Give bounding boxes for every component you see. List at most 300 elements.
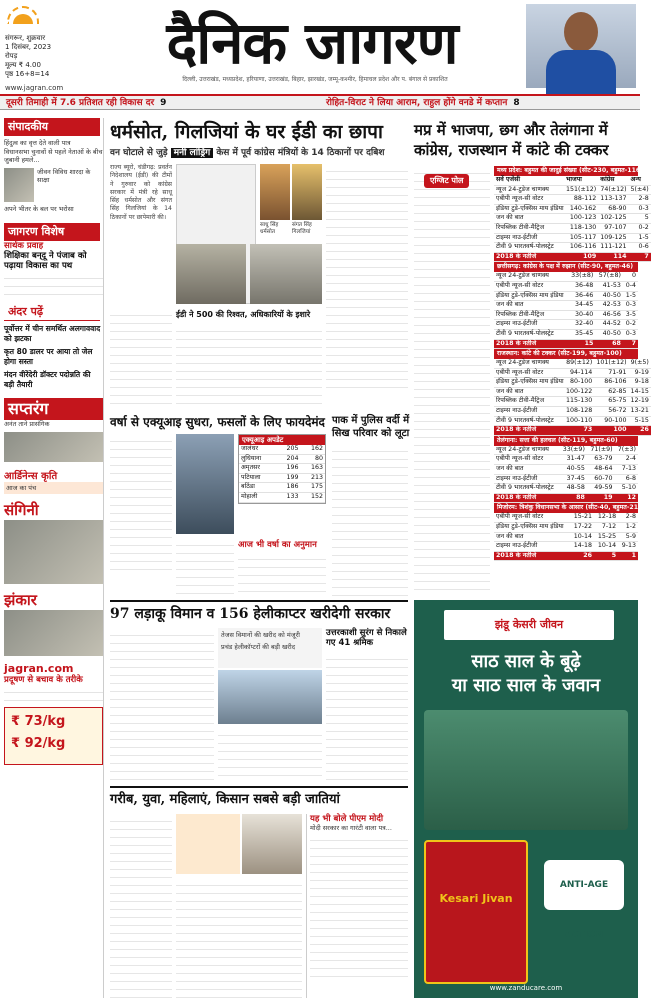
aqi-cell: 205	[276, 445, 301, 454]
poll-cell: 2018 के नतीजे	[494, 493, 559, 503]
poll-cell: 1	[618, 551, 638, 561]
poll-cell: 10-14	[570, 532, 594, 542]
aaj-ka-panch: आज का पंच	[4, 482, 103, 495]
poll-cell: 2-8	[629, 195, 651, 205]
poll-cell: 7(±3)	[615, 446, 638, 455]
edition-date: संगरूर, शुक्रवार	[5, 34, 46, 42]
poll-cell: 31-47	[559, 455, 587, 465]
poll-cell: 14-15	[629, 387, 651, 397]
poll-cell: रिपब्लिक टीवी-मैट्रिज	[494, 397, 564, 407]
newspaper-title: दैनिक जागरण	[166, 9, 458, 77]
defense-body-2	[218, 728, 322, 782]
poll-row	[494, 407, 651, 417]
poll-cell: टाइम्स नाउ-ईटीजी	[494, 542, 570, 552]
forecast-headline[interactable]: आज भी वर्षा का अनुमान	[238, 540, 317, 550]
player-photo	[526, 4, 636, 88]
pm-side-heading: यह भी बोले पीएम मोदी	[310, 814, 384, 824]
poll-cell: 56-72	[594, 407, 628, 417]
poll-cell: 26	[570, 551, 594, 561]
ad-website: www.zanducare.com	[489, 984, 563, 992]
saptrang-photo	[4, 432, 103, 462]
poll-cell: 6-8	[615, 474, 638, 484]
poll-cell: 151(±12)	[564, 185, 598, 195]
aqi-row	[239, 445, 325, 454]
top-news-bar	[0, 94, 640, 110]
aqi-cell: 80	[300, 454, 325, 464]
poll-row	[494, 243, 651, 253]
poll-cell: 44-52	[595, 320, 623, 330]
poll-row	[494, 291, 638, 301]
ad-couple-photo	[424, 710, 628, 830]
saptrang-heading[interactable]: सप्तरंग	[4, 398, 103, 420]
topbar-right-page: 8	[513, 98, 520, 108]
poll-cell: 48-58	[559, 484, 587, 494]
poll-row	[494, 204, 651, 214]
giljiyan-portrait	[292, 164, 322, 220]
poll-cell: एबीपी न्यूज-सी वोटर	[494, 281, 568, 291]
aqi-cell: 162	[300, 445, 325, 454]
poll-row	[494, 185, 651, 195]
poll-cell: 33(±9)	[559, 446, 587, 455]
pm-highlights	[176, 814, 240, 874]
aqi-cell: बठिंडा	[239, 483, 276, 493]
poll-cell: 40-50	[595, 291, 623, 301]
sangini-heading[interactable]: संगिनी	[4, 501, 39, 519]
poll-cell: 32-40	[568, 320, 596, 330]
jagran-sun-logo	[5, 6, 41, 32]
poll-cell: टाइम्स नाउ-ईटीजी	[494, 320, 568, 330]
ed-headline[interactable]: ईडी ने 500 की रिश्वत, अधिकारियों के इशारे	[176, 310, 311, 319]
poll-total-row	[494, 493, 638, 503]
poll-cell: 5	[629, 214, 651, 224]
poll-cell: 100	[594, 426, 628, 436]
poll-cell: रिपब्लिक टीवी-मैट्रिज	[494, 310, 568, 320]
poll-cell: 62-85	[594, 387, 628, 397]
jagran-com-heading[interactable]: jagran.com	[4, 662, 74, 675]
poll-row	[494, 320, 638, 330]
poll-row	[494, 310, 638, 320]
poll-cell: टीवी 9 भारतवर्ष-पोलस्ट्रेट	[494, 329, 568, 339]
poll-cell: 46-56	[595, 310, 623, 320]
poll-row	[494, 387, 651, 397]
mz-poll-table	[494, 513, 638, 561]
poll-row	[494, 272, 638, 281]
left-sidebar	[4, 118, 104, 998]
main-body-col4	[326, 164, 408, 394]
special-heading: जागरण विशेष	[4, 223, 100, 241]
exit-poll-body	[414, 166, 490, 596]
pak-headline-line1: पाक में पुलिस वर्दी में	[332, 415, 410, 426]
special-headline[interactable]: शिक्षिका बन्‌दू ने पंजाब को पढ़ाया विकास का पथ	[4, 251, 87, 271]
poll-row	[494, 474, 638, 484]
poll-cell: 9(±5)	[629, 359, 651, 368]
exit-poll-tables	[494, 166, 649, 561]
poll-row	[494, 523, 638, 533]
poll-cell: 108-128	[564, 407, 594, 417]
poll-cell: 12-18	[594, 513, 618, 522]
poll-cell: एबीपी न्यूज-सी वोटर	[494, 455, 559, 465]
poll-cell: 10-14	[594, 542, 618, 552]
poll-cell: 68-90	[598, 204, 628, 214]
poll-cell: 26	[629, 426, 651, 436]
mp-poll-table	[494, 176, 651, 262]
editorial-item[interactable]: अपने भीतर के बल पर भरोसा	[4, 204, 74, 213]
cg-table-title: छत्तीसगढ़: कांग्रेस के पक्ष में रुझान (सीट-90, बहुमत-46)	[494, 262, 638, 272]
poll-cell: 109	[564, 252, 598, 262]
jhankar-heading[interactable]: झंकार	[4, 591, 37, 609]
editorial-item[interactable]: विधानसभा चुनावों से पहले नेताओं के बीच जुबानी हमले...	[4, 147, 103, 164]
sangini-photos	[4, 520, 103, 584]
exit-poll-label: एग्जिट पोल	[424, 174, 469, 188]
money-laundering-tag: मनी लांड्रिंग	[171, 148, 214, 158]
poll-cell: न्यूज 24-टुडेज चाणक्य	[494, 359, 564, 368]
exit-poll-badge	[424, 168, 469, 188]
poll-cell: 5	[594, 551, 618, 561]
inside-heading: अंदर पढ़ें	[4, 303, 100, 321]
editorial-heading: संपादकीय	[4, 118, 100, 136]
poll-cell: 115-130	[564, 397, 594, 407]
poll-cell: इंडिया टुडे-एक्सिस माय इंडिया	[494, 291, 568, 301]
poll-cell: 41-53	[595, 281, 623, 291]
poll-row	[494, 301, 638, 311]
poll-cell: 106-116	[564, 243, 598, 253]
poll-row	[494, 195, 651, 205]
poll-cell: 1-5	[623, 291, 638, 301]
aqi-cell: 204	[276, 454, 301, 464]
aqi-cell: लुधियाना	[239, 454, 276, 464]
weather-headline[interactable]: वर्षा से एक्यूआइ सुधरा, फसलों के लिए फायदेमंद	[110, 415, 325, 429]
poll-row	[494, 233, 651, 243]
divider	[110, 786, 408, 788]
poll-cell: 33(±8)	[568, 272, 596, 281]
poll-cell: 80-100	[564, 378, 594, 388]
kesari-jivan-ad[interactable]	[414, 600, 638, 998]
poll-cell: टाइम्स नाउ-ईटीजी	[494, 474, 559, 484]
defense-bullets	[218, 628, 322, 668]
ad-line1: साठ साल के बूढ़े	[471, 651, 581, 672]
poll-cell: 7	[629, 252, 651, 262]
poll-cell: 15	[568, 339, 596, 349]
aqi-row	[239, 473, 325, 483]
editorial-photo	[4, 168, 34, 202]
poll-cell: 42-53	[595, 301, 623, 311]
poll-cell: 1-2	[618, 523, 638, 533]
weather-body-2	[176, 538, 234, 596]
pm-quote: मोदी सरकार का गारंटी वाला पत्र...	[310, 824, 392, 832]
website-link[interactable]: www.jagran.com	[5, 84, 64, 92]
poll-row	[494, 281, 638, 291]
poll-header-cell: सर्वे एजेंसी	[494, 176, 564, 185]
masthead-cities: दिल्ली, उत्तराखंड, मध्यप्रदेश, हरियाणा, उत्तराखंड, बिहार, झारखंड, जम्मू-कश्मीर, हिमाचल प्रदेश और प. बंगाल से प्रकाशित	[182, 76, 448, 83]
main-subhead	[110, 148, 410, 159]
tg-table-title: तेलंगाना: सत्ता की हलचल (सीट-119, बहुमत-60)	[494, 436, 638, 446]
poll-cell: 0	[623, 272, 638, 281]
poll-cell: 65-75	[594, 397, 628, 407]
poll-cell: 13-21	[629, 407, 651, 417]
pak-body	[332, 444, 408, 596]
edition-date2: 1 दिसंबर, 2023	[5, 43, 52, 51]
poll-cell: 3-5	[623, 310, 638, 320]
poll-row	[494, 532, 638, 542]
aqi-row	[239, 492, 325, 502]
poll-cell: 36-46	[568, 291, 596, 301]
poll-cell: 0-3	[629, 204, 651, 214]
poll-cell: 15-21	[570, 513, 594, 522]
poll-cell: 63-79	[587, 455, 615, 465]
caption-giljiyan: संगत सिंह गिलजियां	[292, 222, 312, 235]
masthead-meta	[5, 34, 109, 79]
poll-cell: 90-100	[594, 416, 628, 426]
aqi-cell: 186	[276, 483, 301, 493]
exit-poll-headline-1: मप्र में भाजपा, छग और तेलंगाना में	[414, 121, 608, 139]
special-body	[4, 271, 103, 295]
poll-cell: 7-13	[615, 465, 638, 475]
pm-photo	[242, 814, 302, 874]
poll-header-cell: कांग्रेस	[598, 176, 628, 185]
poll-cell: 88	[559, 493, 587, 503]
weather-body	[110, 434, 172, 570]
edition-price: मूल्य ₹ 4.00	[5, 61, 41, 69]
poll-row	[494, 329, 638, 339]
defense-bullet: प्रचंड हेलीकॉप्टरों की बड़ी खरीद	[221, 642, 296, 651]
forecast-body	[238, 552, 326, 596]
pak-headline-line2: सिख परिवार को लूटा	[332, 428, 410, 439]
aqi-cell: 163	[300, 464, 325, 474]
poll-total-row	[494, 426, 651, 436]
raid-photo-tanda	[250, 244, 322, 304]
defense-headline[interactable]: 97 लड़ाकू विमान व 156 हेलीकाप्टर खरीदेगी सरकार	[110, 606, 391, 622]
poll-cell: 49-59	[587, 484, 615, 494]
poll-cell: 2-8	[618, 513, 638, 522]
exit-poll-headline[interactable]	[414, 120, 638, 160]
poll-total-row	[494, 252, 651, 262]
poll-cell: 34-45	[568, 301, 596, 311]
poll-cell: 7-12	[594, 523, 618, 533]
inside-item[interactable]: मंदन वीरेंदेरी डॉक्टर पदोन्नति की बड़ी तैयारी	[4, 370, 91, 389]
poll-cell: 9-13	[618, 542, 638, 552]
mz-table-title: मिजोरम: त्रिशंकु विधानसभा के आसार (सीट-40, बहुमत-21)	[494, 503, 638, 513]
editorial-item[interactable]: हिंदुत्व का वृत्त देते वाली पात्र	[4, 139, 71, 147]
poll-cell: 0-2	[623, 320, 638, 330]
ad-line2: या साठ साल के जवान	[451, 675, 601, 696]
poll-cell: 35-45	[568, 329, 596, 339]
poll-cell: 109-125	[598, 233, 628, 243]
pak-headline[interactable]	[332, 414, 408, 440]
pm-side-body	[310, 833, 408, 983]
poll-cell: 114	[598, 252, 628, 262]
ad-anti-age-badge: ANTI-AGE ACTION	[544, 860, 624, 910]
poll-header-cell: भाजपा	[564, 176, 598, 185]
poll-cell: न्यूज 24-टुडेज चाणक्य	[494, 272, 568, 281]
poll-cell: 5(±4)	[629, 185, 651, 195]
poll-cell: जन की बात	[494, 214, 564, 224]
main-body-col1b	[110, 308, 172, 410]
caption-dharmsot: साधु सिंह धर्मसोत	[260, 222, 279, 235]
poll-row	[494, 359, 651, 368]
poll-cell: 71-91	[594, 368, 628, 378]
special-title: सार्थक प्रवाह	[4, 241, 44, 251]
poll-cell: 113-137	[598, 195, 628, 205]
aqi-cell: 152	[300, 492, 325, 502]
ad-price-a: ₹ 73/kg	[11, 714, 66, 729]
aqi-cell: मोहाली	[239, 492, 276, 502]
poll-cell: 40-50	[595, 329, 623, 339]
poll-cell: 5-15	[629, 416, 651, 426]
aqi-table	[238, 434, 326, 504]
poll-row	[494, 214, 651, 224]
poll-cell: 111-121	[598, 243, 628, 253]
poll-total-row	[494, 551, 638, 561]
poll-cell: 2018 के नतीजे	[494, 426, 564, 436]
promo-headline[interactable]: प्रदूषण से बचाव के तरीके	[4, 675, 83, 685]
inside-item[interactable]: कृत 80 डालर पर आया तो जेल होगा सस्ता	[4, 347, 93, 366]
poll-cell: 105-117	[564, 233, 598, 243]
poll-cell: 36-48	[568, 281, 596, 291]
jet-photo	[218, 670, 322, 724]
poll-cell: 100-122	[564, 387, 594, 397]
aqi-cell: जालंधर	[239, 445, 276, 454]
aqi-table-title: एक्यूआइ अपडेट	[239, 435, 325, 445]
poll-cell: 97-107	[598, 223, 628, 233]
poll-cell: 68	[595, 339, 623, 349]
poll-cell: टाइम्स नाउ-ईटीजी	[494, 233, 564, 243]
raid-photo-amloh	[176, 244, 246, 304]
poll-cell: 2018 के नतीजे	[494, 339, 568, 349]
poll-cell: 19	[587, 493, 615, 503]
poll-cell: 73	[564, 426, 594, 436]
poll-cell: रिपब्लिक टीवी-मैट्रिज	[494, 223, 564, 233]
poll-cell: एबीपी न्यूज-सी वोटर	[494, 368, 564, 378]
ed-body	[176, 324, 322, 410]
aqi-cell: अमृतसर	[239, 464, 276, 474]
poll-cell: 71(±9)	[587, 446, 615, 455]
topbar-left-headline[interactable]: दूसरी तिमाही में 7.6 प्रतिशत रही विकास दर	[6, 98, 155, 108]
poll-cell: 30-40	[568, 310, 596, 320]
poll-cell: 100-110	[564, 416, 594, 426]
poll-cell: 7	[623, 339, 638, 349]
pm-body-2	[176, 878, 302, 998]
ad-price-b: ₹ 92/kg	[11, 736, 66, 751]
poll-cell: न्यूज 24-टुडेज चाणक्य	[494, 446, 559, 455]
venky-ad[interactable]	[4, 707, 103, 765]
poll-cell: 2-4	[615, 455, 638, 465]
defense-bullet: तेजस विमानों की खरीद को मंजूरी	[221, 631, 300, 639]
poll-cell: 37-45	[559, 474, 587, 484]
rj-table-title: राजस्थान: कांटे की टक्कर (सीट-199, बहुमत-100)	[494, 349, 638, 359]
poll-row	[494, 542, 638, 552]
mp-table-title: मध्य प्रदेश: बहुमत की जादुई संख्या (सीट-230, बहुमत-116)	[494, 166, 638, 176]
aqi-row	[239, 483, 325, 493]
poll-cell: टीवी 9 भारतवर्ष-पोलस्ट्रेट	[494, 416, 564, 426]
poll-cell: 57(±8)	[595, 272, 623, 281]
poll-cell: 0-3	[623, 329, 638, 339]
defense-body	[110, 628, 214, 782]
divider	[110, 600, 408, 602]
poll-cell: 2018 के नतीजे	[494, 551, 570, 561]
poll-cell: 0-2	[629, 223, 651, 233]
poll-cell: 2018 के नतीजे	[494, 252, 564, 262]
promo-body	[4, 685, 103, 703]
poll-row	[494, 484, 638, 494]
poll-cell: 89(±12)	[564, 359, 594, 368]
poll-cell: 40-55	[559, 465, 587, 475]
poll-cell: 48-64	[587, 465, 615, 475]
jhankar-photos	[4, 610, 103, 656]
poll-row	[494, 513, 638, 522]
main-body-col1: राज्य ब्यूरो, चंडीगढ़: प्रवर्तन निदेशालय (ईडी) की टीमों ने गुरुवार को कांग्रेस सरकार में मंत्री रहे साधू सिंह धर्मसोत और संगत सिंह गिलजियां के 14 ठिकानों पर छापेमारी की।	[110, 164, 172, 221]
poll-cell: 17-22	[570, 523, 594, 533]
poll-cell: 100-123	[564, 214, 598, 224]
rj-poll-table	[494, 359, 651, 436]
topbar-left-page: 9	[160, 98, 167, 108]
poll-cell: 15-25	[594, 532, 618, 542]
exit-poll-headline-2: कांग्रेस, राजस्थान में कांटे की टक्कर	[414, 141, 609, 159]
poll-cell: 140-162	[564, 204, 598, 214]
side-headline[interactable]: उत्तरकाशी सुरंग से निकाले गए 41 श्रमिक	[326, 628, 407, 648]
poll-row	[494, 446, 638, 455]
edition-region: रोपड़	[5, 52, 18, 60]
poll-total-row	[494, 339, 638, 349]
poll-row	[494, 416, 651, 426]
poll-cell: टीवी 9 भारतवर्ष-पोलस्ट्रेट	[494, 243, 564, 253]
poll-cell: टाइम्स नाउ-ईटीजी	[494, 407, 564, 417]
tg-poll-table	[494, 446, 638, 504]
aardhakrani-heading[interactable]: आर्डिनेन्स कृति	[4, 470, 58, 482]
poll-cell: 5-10	[615, 484, 638, 494]
poll-row	[494, 223, 651, 233]
poll-cell: 74(±12)	[598, 185, 628, 195]
poll-cell: इंडिया टुडे-एक्सिस माय इंडिया	[494, 204, 564, 214]
poll-cell: 5-9	[618, 532, 638, 542]
cg-poll-table	[494, 272, 638, 349]
poll-cell: 102-125	[598, 214, 628, 224]
aqi-row	[239, 464, 325, 474]
editorial-item[interactable]: जीवन विविध शारदा के साक्षा	[37, 167, 91, 184]
edition-pages: पृष्ठ 16+8=14	[5, 70, 50, 78]
pm-body	[110, 814, 172, 998]
main-sub-rest: केस में पूर्व कांग्रेस मंत्रियों के 14 ठिकानों पर दबिश	[216, 148, 385, 158]
poll-cell: 1-5	[629, 233, 651, 243]
ad-product-name: Kesari Jivan	[439, 892, 513, 905]
poll-cell: 101(±12)	[594, 359, 628, 368]
side-body	[326, 652, 408, 782]
poll-row	[494, 465, 638, 475]
pm-headline[interactable]: गरीब, युवा, महिलाएं, किसान सबसे बड़ी जातियां	[110, 792, 340, 807]
dharmsot-portrait	[260, 164, 290, 220]
aqi-cell: पटियाला	[239, 473, 276, 483]
poll-cell: जन की बात	[494, 301, 568, 311]
aqi-cell: 133	[276, 492, 301, 502]
inside-item[interactable]: पूर्वोत्तर में चीन समर्थित अलगाववाद को झटका	[4, 324, 101, 343]
topbar-right-headline[interactable]: रोहित-विराट ने लिया आराम, राहुल होंगे वनडे में कप्तान	[326, 98, 508, 108]
poll-cell: जन की बात	[494, 465, 559, 475]
poll-cell: 118-130	[564, 223, 598, 233]
aqi-row	[239, 454, 325, 464]
poll-cell: न्यूज 24-टुडेज चाणक्य	[494, 185, 564, 195]
main-headline[interactable]: धर्मसोत, गिलजियां के घर ईडी का छापा	[110, 121, 383, 143]
poll-cell: 12-19	[629, 397, 651, 407]
poll-row	[494, 378, 651, 388]
ad-product-jar	[424, 840, 528, 984]
poll-row	[494, 397, 651, 407]
pm-side-box	[306, 814, 408, 998]
aqi-cell: 199	[276, 473, 301, 483]
poll-cell: 0-6	[629, 243, 651, 253]
poll-row	[494, 368, 651, 378]
poll-cell: 0-3	[623, 301, 638, 311]
poll-cell: 94-114	[564, 368, 594, 378]
poll-header-cell: अन्य	[629, 176, 651, 185]
